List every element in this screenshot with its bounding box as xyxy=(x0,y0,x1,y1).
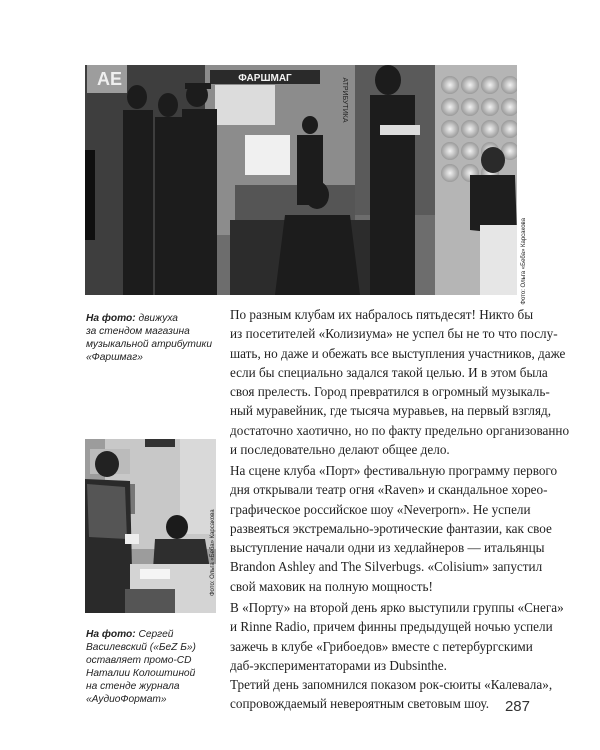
photo-audioformat-stand-image xyxy=(85,439,216,613)
p2-line: свой маховик на полную мощность! xyxy=(230,578,433,594)
p3-line: даб-экспериментаторами из Dubsinthe. xyxy=(230,657,447,673)
caption-top-line-2: за стендом магазина xyxy=(86,326,190,337)
caption-bottom-line-6: «АудиоФормат» xyxy=(86,694,167,705)
caption-top-label: На фото: xyxy=(86,313,136,324)
p1-line: из посетителей «Колизиума» не успел бы не то что послу- xyxy=(230,326,558,342)
caption-bottom xyxy=(86,628,226,706)
caption-top-line-4: «Фаршмаг» xyxy=(86,352,143,363)
svg-text:AE: AE xyxy=(97,69,123,89)
p2-line: Brandon Ashley and The Silverbugs. «Colisium» запустил xyxy=(230,559,543,575)
photo-credit-top: Фото: Ольга «Беба» Карсакова xyxy=(521,218,527,305)
paragraph-3 xyxy=(230,598,564,675)
caption-bottom-line-5: на стенде журнала xyxy=(86,681,180,692)
p1-line: и последовательно делают общее дело. xyxy=(230,442,450,458)
photo-credit-left: Фото: Ольга «Беба» Карсакова xyxy=(210,509,216,596)
p1-line: шать, но даже и обежать все выступления участников, даже xyxy=(230,345,566,361)
caption-top xyxy=(86,312,226,364)
caption-top-line-1: движуха xyxy=(138,313,178,324)
p2-line: графическое российское шоу «Neverporn». Не успели xyxy=(230,501,531,517)
p3-line: зажечь в клубе «Грибоедов» вместе с петербургскими xyxy=(230,638,533,654)
stand-sign-atributika: АТРИБУТИКА xyxy=(341,77,348,123)
paragraph-2 xyxy=(230,461,558,596)
p4-line: Третий день запомнился показом рок-сюиты «Калевала», xyxy=(230,677,553,692)
page-number: 287 xyxy=(504,698,530,715)
caption-bottom-line-3: оставляет промо-CD xyxy=(86,655,192,666)
p1-line: если бы специально задался такой целью. И в этом была xyxy=(230,364,548,380)
p2-line: дня открывали театр огня «Raven» и скандальное хорео- xyxy=(230,482,548,498)
stand-sign-farshmag: ФАРШМАГ xyxy=(238,73,292,84)
caption-bottom-label: На фото: xyxy=(86,629,136,640)
paragraph-4 xyxy=(230,675,553,714)
photo-festival-stand-image xyxy=(85,65,517,295)
p1-line: ный муравейник, где тысяча муравьев, на первый взгляд, xyxy=(230,403,552,419)
caption-bottom-line-1: Сергей xyxy=(138,629,174,640)
p2-line: выступление начали одни из хедлайнеров — итальянцы xyxy=(230,540,545,556)
p1-line: своя прелесть. Город превратился в огромный музыкаль- xyxy=(230,384,550,400)
photo-audioformat-stand xyxy=(85,439,216,613)
p1-line: достаточно хаотично, но по факту предельно организованно xyxy=(230,422,570,438)
p2-line: развеяться экстремально-эротические фантазии, как свое xyxy=(230,520,552,536)
caption-top-line-3: музыкальной атрибутики xyxy=(86,339,213,350)
p1-line: По разным клубам их набралось пятьдесят! Никто бы xyxy=(230,307,534,322)
p3-line: В «Порту» на второй день ярко выступили группы «Снега» xyxy=(230,600,564,615)
caption-bottom-line-2: Василевский («БеZ Б») xyxy=(86,642,196,653)
p4-line: сопровождаемый невероятным световым шоу. xyxy=(230,696,490,712)
p2-line: На сцене клуба «Порт» фестивальную программу первого xyxy=(230,463,558,478)
photo-festival-stand xyxy=(85,65,517,295)
p3-line: и Rinne Radio, причем финны предыдущей ночью успели xyxy=(230,619,553,635)
paragraph-1 xyxy=(230,305,570,459)
caption-bottom-line-4: Наталии Колоштиной xyxy=(86,668,196,679)
